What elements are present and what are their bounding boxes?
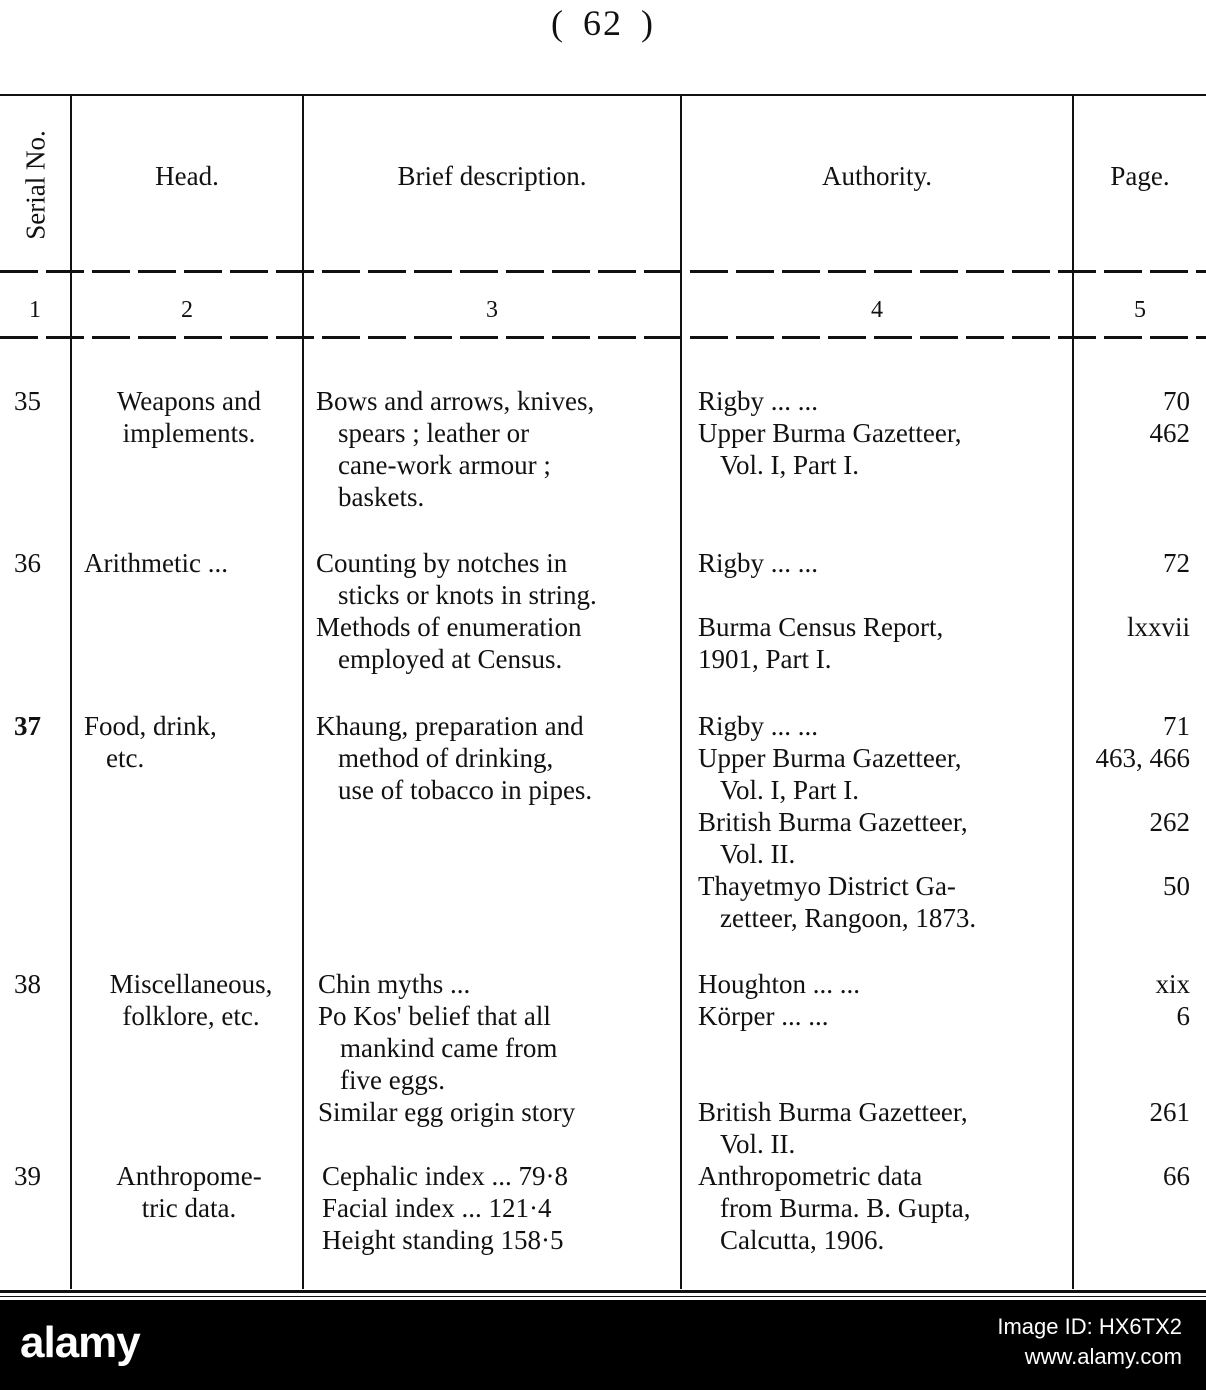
table-top-rule xyxy=(0,94,1206,96)
authority-cell: Rigby ... ... Upper Burma Gazetteer, Vol. I, Part I. British Burma Gazetteer, Vol. II. Thayetmyo District Ga- zetteer, Rangoon, 1873. xyxy=(698,711,977,933)
column-divider xyxy=(302,96,304,1289)
serial-cell: 36 xyxy=(14,548,41,578)
description-cell: Bows and arrows, knives, spears ; leather or cane-work armour ; baskets. xyxy=(316,386,595,512)
authority-cell: Anthropometric data from Burma. B. Gupta, Calcutta, 1906. xyxy=(698,1161,971,1255)
column-number: 2 xyxy=(181,297,193,323)
header-serial: Serial No. xyxy=(20,130,51,240)
column-number: 1 xyxy=(29,297,41,323)
header-rule xyxy=(0,270,1206,273)
page-number-value: 62 xyxy=(583,3,623,43)
column-number-rule xyxy=(0,336,1206,339)
table-bottom-rule xyxy=(0,1290,1206,1293)
head-cell: Anthropome- tric data. xyxy=(116,1161,262,1223)
serial-cell: 39 xyxy=(14,1161,41,1191)
column-divider xyxy=(70,96,72,1289)
column-divider xyxy=(680,96,682,1289)
serial-cell: 38 xyxy=(14,969,41,999)
head-cell: Food, drink, etc. xyxy=(84,711,217,773)
serial-cell: 35 xyxy=(14,386,41,416)
header-head: Head. xyxy=(155,161,219,191)
page-number: ( 62 ) xyxy=(551,3,655,43)
page-cell: 66 xyxy=(1163,1161,1190,1191)
authority-cell: Rigby ... ... Upper Burma Gazetteer, Vol. I, Part I. xyxy=(698,386,962,480)
table-bottom-rule-thin xyxy=(0,1296,1206,1297)
column-number: 5 xyxy=(1134,297,1146,323)
image-id: Image ID: HX6TX2 www.alamy.com xyxy=(997,1314,1182,1369)
head-cell: Miscellaneous, folklore, etc. xyxy=(109,969,273,1031)
page-cell: xix 6 261 xyxy=(1149,969,1190,1127)
header-description: Brief description. xyxy=(397,161,587,191)
description-cell: Chin myths ... Po Kos' belief that all mankind came from five eggs. Similar egg origin story xyxy=(318,969,576,1127)
column-divider xyxy=(1072,96,1074,1289)
column-number: 3 xyxy=(486,297,498,323)
description-cell: Khaung, preparation and method of drinking, use of tobacco in pipes. xyxy=(316,711,593,805)
page-cell: 70 462 xyxy=(1149,386,1190,448)
serial-cell: 37 xyxy=(14,711,41,741)
page-cell: 71 463, 466 262 50 xyxy=(1095,711,1190,901)
head-cell: Weapons and implements. xyxy=(116,386,262,448)
header-authority: Authority. xyxy=(822,161,932,191)
page-cell: 72 lxxvii xyxy=(1126,548,1190,642)
authority-cell: Houghton ... ... Körper ... ... British Burma Gazetteer, Vol. II. xyxy=(698,969,968,1159)
alamy-logo: alamy xyxy=(20,1318,140,1367)
column-number: 4 xyxy=(871,297,883,323)
header-page: Page. xyxy=(1110,161,1170,191)
head-cell: Arithmetic ... xyxy=(84,548,228,578)
authority-cell: Rigby ... ... Burma Census Report, 1901, Part I. xyxy=(698,548,944,674)
description-cell: Counting by notches in sticks or knots in string. Methods of enumeration employed at Census. xyxy=(316,548,597,674)
description-cell: Cephalic index ... 79·8 Facial index ... 121·4 Height standing 158·5 xyxy=(322,1161,568,1255)
